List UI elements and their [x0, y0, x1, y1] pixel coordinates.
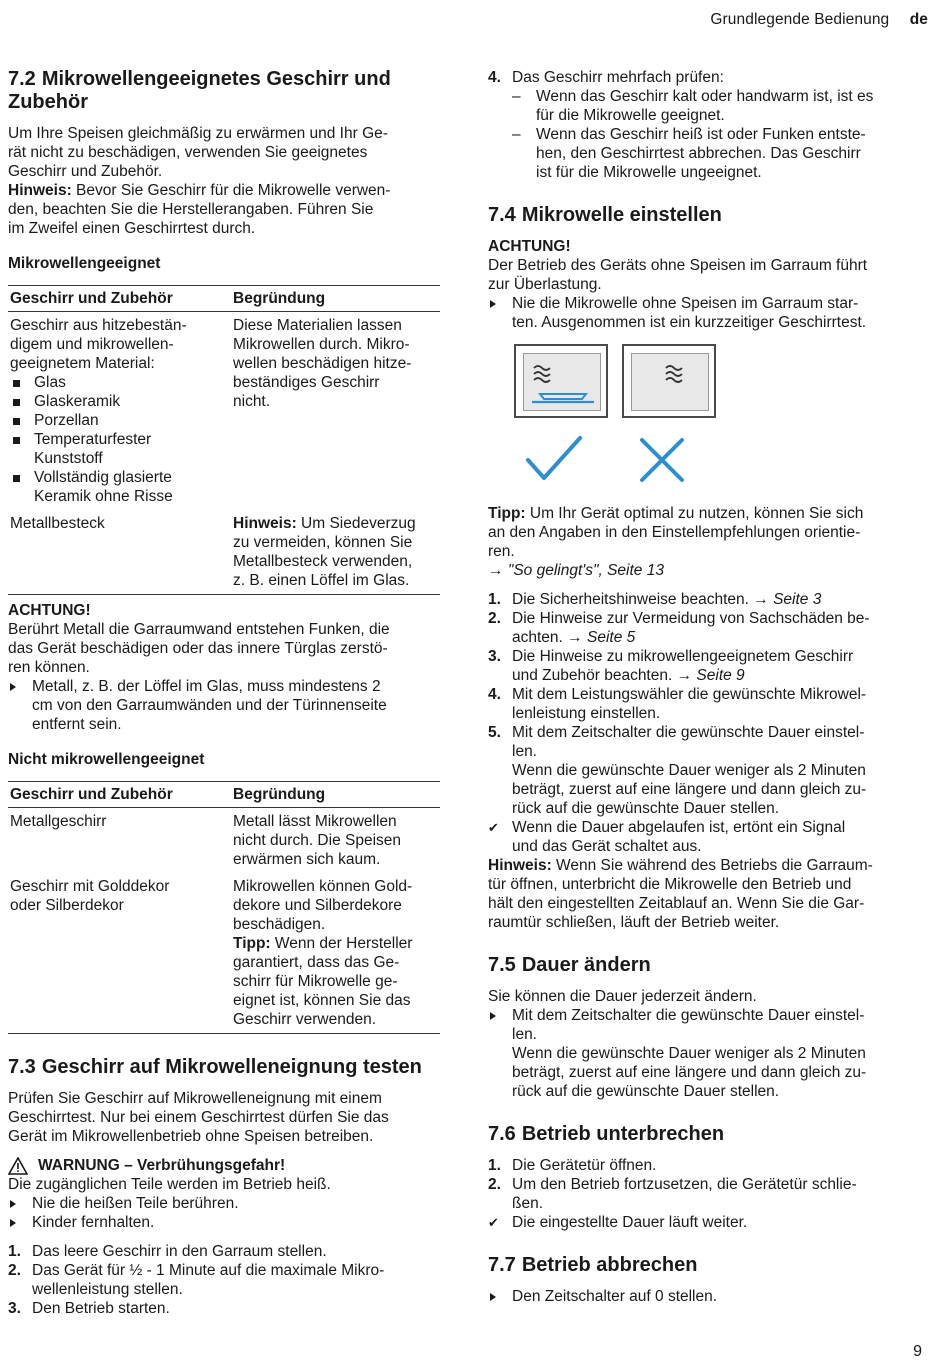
empty-cavity-with-dish — [514, 344, 610, 494]
s72-achtung-text: Berührt Metall die Garraumwand entstehen Funken, die das Gerät beschädigen oder das innere Türglas zerstö- ren können. — [8, 621, 390, 676]
section-7-7-title: 7.7 Betrieb abbrechen — [488, 1254, 698, 1276]
s72-intro: Um Ihre Speisen gleichmäßig zu erwärmen und Ihr Ge- rät nicht zu beschädigen, verwenden Sie geeignetes Geschirr und Zubehör. — [8, 125, 388, 180]
section-7-3-title: 7.3 Geschirr auf Mikrowelleneignung testen — [8, 1056, 422, 1078]
s74-achtung-label: ACHTUNG! — [488, 238, 571, 255]
checkmark-icon — [524, 434, 584, 484]
list-item: – Wenn das Geschirr heiß ist oder Funken entste- hen, den Geschirrtest abbrechen. Das Geschirr ist für die Mikrowelle ungeeignet. — [512, 126, 866, 181]
list-item: 1. Das leere Geschirr in den Garraum stellen. — [8, 1243, 327, 1260]
section-7-5-title: 7.5 Dauer ändern — [488, 954, 651, 976]
microwave-illustration — [514, 344, 923, 494]
s74-achtung-text: Der Betrieb des Geräts ohne Speisen im Garraum führt zur Überlastung. — [488, 257, 868, 293]
page-reference[interactable]: Seite 3 — [773, 591, 822, 608]
triangle-bullet-icon — [10, 1200, 16, 1208]
unsuitable-heading: Nicht mikrowellengeeignet — [8, 751, 205, 768]
triangle-bullet-icon — [10, 683, 16, 691]
list-item: Porzellan — [10, 411, 228, 430]
warning-heading: WARNUNG – Verbrühungsgefahr! — [8, 1156, 440, 1175]
table-row: Metallbesteck Hinweis: Um Siedeverzug zu vermeiden, können Sie Metallbesteck verwenden, z. B. einen Löffel im Glas. — [8, 510, 440, 595]
list-item: 3. Den Betrieb starten. — [8, 1300, 170, 1317]
table-row: Geschirr aus hitzebestän- digem und mikrowellen- geeignetem Material: Glas Glaskeramik Porzellan Temperaturfester Kunststoff Vollständig glasierte Keramik ohne Risse Diese Materialien lassen Mikrowellen durch. Mikro- wellen beschädigen hitze- beständiges Geschirr nicht. — [10, 317, 412, 505]
empty-cavity-without-dish — [622, 344, 718, 494]
list-item: 1. Die Sicherheitshinweise beachten. → Seite 3 — [488, 591, 822, 608]
table-row: Geschirr mit Golddekor oder Silberdekor Mikrowellen können Gold- dekore und Silberdekore beschädigen. Tipp: Wenn der Hersteller garantiert, dass das Ge- schirr für Mikrowelle ge- eignet ist, können Sie das Geschirr verwenden. — [8, 873, 440, 1034]
square-bullet-icon — [13, 475, 20, 482]
list-item: Glas — [10, 373, 228, 392]
list-item: 4. Das Geschirr mehrfach prüfen: — [488, 69, 724, 86]
page-reference[interactable]: Seite 9 — [696, 667, 745, 684]
s72-hint: Hinweis: Bevor Sie Geschirr für die Mikrowelle verwen- den, beachten Sie die Herstellerangaben. Führen Sie im Zweifel einen Geschirrtest durch. — [8, 182, 391, 237]
running-header — [710, 10, 928, 29]
list-item: Temperaturfester Kunststoff — [10, 430, 228, 468]
list-item: – Wenn das Geschirr kalt oder handwarm ist, ist es für die Mikrowelle geeignet. — [512, 88, 874, 124]
list-item: 5. Mit dem Zeitschalter die gewünschte Dauer einstel- len. Wenn die gewünschte Dauer weniger als 2 Minuten beträgt, zuerst auf eine längere und dann gleich zu- rück auf die gewünschte Dauer stellen. — [488, 724, 867, 817]
list-item: Vollständig glasierte Keramik ohne Risse — [10, 468, 228, 506]
arrow-right-icon: → — [488, 562, 504, 579]
table-header-cookware: Geschirr und Zubehör — [8, 782, 231, 808]
list-item: 2. Die Hinweise zur Vermeidung von Sachschäden be- achten. → Seite 5 — [488, 610, 870, 646]
list-item: Kinder fernhalten. — [8, 1213, 440, 1232]
table-header-cookware: Geschirr und Zubehör — [8, 286, 231, 312]
page-reference[interactable]: Seite 5 — [586, 629, 636, 646]
cross-icon — [632, 434, 692, 484]
square-bullet-icon — [13, 399, 20, 406]
table-header-reason: Begründung — [231, 286, 440, 312]
s72-achtung-label: ACHTUNG! — [8, 602, 91, 619]
list-item: 2. Um den Betrieb fortzusetzen, die Gerätetür schlie- ßen. — [488, 1176, 857, 1212]
triangle-bullet-icon — [490, 1293, 496, 1301]
s74-tip-ref[interactable]: → "So gelingt's", Seite 13 — [488, 562, 664, 579]
warning-triangle-icon — [8, 1157, 28, 1175]
arrow-right-icon: → — [676, 667, 693, 684]
table-row: Metallgeschirr Metall lässt Mikrowellen nicht durch. Die Speisen erwärmen sich kaum. — [10, 813, 402, 868]
triangle-bullet-icon — [10, 1219, 16, 1227]
list-item: 4. Mit dem Leistungswähler die gewünschte Mikrowel- lenleistung einstellen. — [488, 686, 867, 722]
triangle-bullet-icon — [490, 1012, 496, 1020]
s74-tip: Tipp: Um Ihr Gerät optimal zu nutzen, können Sie sich an den Angaben in den Einstellempfehlungen orientie- ren. — [488, 505, 864, 560]
list-item: 3. Die Hinweise zu mikrowellengeeignetem Geschirr und Zubehör beachten. → Seite 9 — [488, 648, 854, 684]
suitable-table — [8, 285, 440, 595]
arrow-right-icon: → — [567, 629, 583, 646]
s74-hint: Hinweis: Wenn Sie während des Betriebs die Garraum- tür öffnen, unterbricht die Mikrowelle den Betrieb und hält den eingestellten Zeitablauf an. Wenn Sie die Gar- raumtür schließen, läuft der Betrieb weiter. — [488, 857, 873, 931]
list-item: Glaskeramik — [10, 392, 228, 411]
suitable-heading: Mikrowellengeeignet — [8, 255, 161, 272]
warning-text: Die zugänglichen Teile werden im Betrieb heiß. — [8, 1176, 331, 1193]
list-item: ✔ Wenn die Dauer abgelaufen ist, ertönt ein Signal und das Gerät schaltet aus. — [488, 819, 846, 855]
checkmark-icon: ✔ — [488, 1215, 499, 1230]
section-7-6-title: 7.6 Betrieb unterbrechen — [488, 1123, 725, 1145]
s73-intro: Prüfen Sie Geschirr auf Mikrowelleneignung mit einem Geschirrtest. Nur bei einem Geschirrtest dürfen Sie das Gerät im Mikrowellenbetrieb ohne Speisen betreiben. — [8, 1090, 389, 1145]
list-item: Den Zeitschalter auf 0 stellen. — [488, 1287, 923, 1306]
section-7-2-title: 7.2 Mikrowellengeeignetes Geschirr und Zubehör — [8, 68, 391, 113]
left-column — [8, 68, 440, 1318]
square-bullet-icon — [13, 418, 20, 425]
list-item: Metall, z. B. der Löffel im Glas, muss mindestens 2 cm von den Garraumwänden und der Türinnenseite entfernt sein. — [8, 677, 440, 734]
header-section-title: Grundlegende Bedienung — [710, 11, 890, 28]
square-bullet-icon — [13, 380, 20, 387]
list-item: Nie die Mikrowelle ohne Speisen im Garraum star- ten. Ausgenommen ist ein kurzzeitiger Geschirrtest. — [488, 294, 923, 332]
arrow-right-icon: → — [753, 591, 769, 608]
list-item: Nie die heißen Teile berühren. — [8, 1194, 440, 1213]
header-language: de — [909, 11, 928, 28]
list-item: ✔ Die eingestellte Dauer läuft weiter. — [488, 1214, 748, 1231]
microwave-waves-icon — [636, 362, 706, 408]
page-number: 9 — [913, 1343, 922, 1360]
unsuitable-table — [8, 781, 440, 1034]
list-item: 1. Die Gerätetür öffnen. — [488, 1157, 657, 1174]
checkmark-icon: ✔ — [488, 820, 499, 835]
table-header-reason: Begründung — [231, 782, 440, 808]
list-item: Mit dem Zeitschalter die gewünschte Dauer einstel- len. Wenn die gewünschte Dauer weniger als 2 Minuten beträgt, zuerst auf eine längere und dann gleich zu- rück auf die gewünschte Dauer stellen. — [488, 1006, 923, 1101]
section-7-4-title: 7.4 Mikrowelle einstellen — [488, 204, 722, 226]
microwave-waves-icon — [528, 362, 598, 408]
square-bullet-icon — [13, 437, 20, 444]
list-item: 2. Das Gerät für ½ - 1 Minute auf die maximale Mikro- wellenleistung stellen. — [8, 1262, 385, 1298]
s75-intro: Sie können die Dauer jederzeit ändern. — [488, 988, 757, 1005]
right-column — [488, 68, 923, 1306]
triangle-bullet-icon — [490, 300, 496, 308]
